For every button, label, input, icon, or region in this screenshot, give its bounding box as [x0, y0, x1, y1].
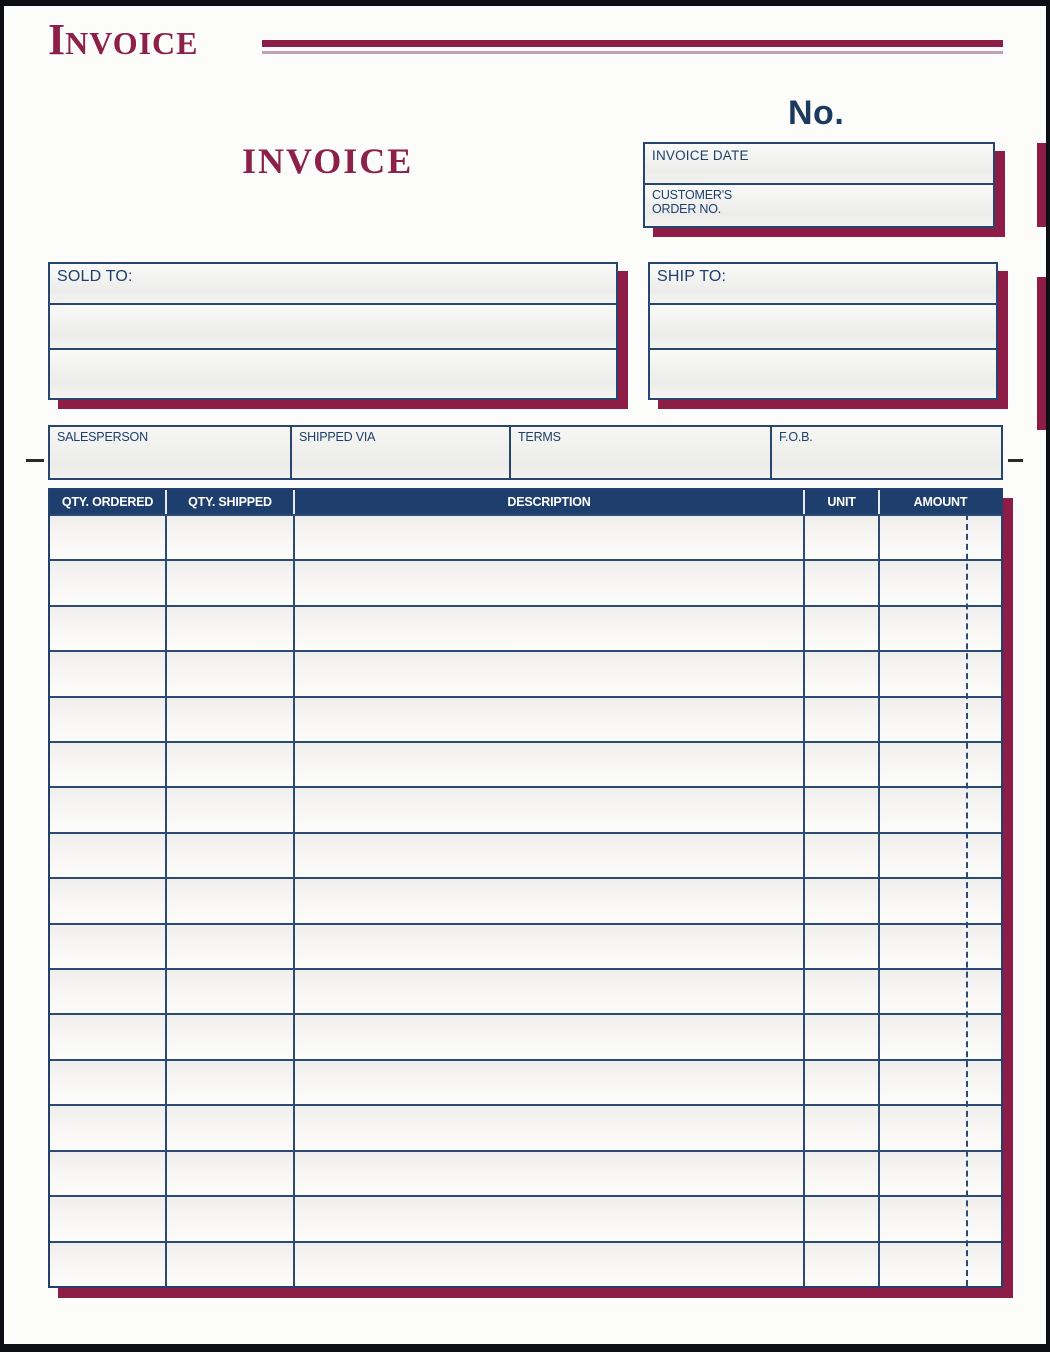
table-cell-qty-shipped[interactable]	[165, 1152, 293, 1195]
table-cell-description[interactable]	[293, 834, 803, 877]
table-cell-description[interactable]	[293, 561, 803, 604]
table-cell-qty-ordered[interactable]	[50, 516, 165, 559]
brand-rule-thick	[262, 40, 1003, 47]
table-cell-unit[interactable]	[803, 1106, 878, 1149]
sold-to-line-2[interactable]	[50, 303, 616, 348]
brand-title-initial: I	[48, 15, 66, 64]
table-row	[50, 696, 1001, 741]
ship-to-line-3[interactable]	[650, 348, 996, 396]
column-header-qty-ordered: QTY. ORDERED	[61, 495, 154, 509]
customer-order-field[interactable]	[645, 183, 993, 226]
table-row	[50, 923, 1001, 968]
table-cell-qty-shipped[interactable]	[165, 743, 293, 786]
invoice-meta-box	[643, 142, 995, 228]
table-cell-qty-shipped[interactable]	[165, 879, 293, 922]
table-cell-unit[interactable]	[803, 970, 878, 1013]
table-cell-unit[interactable]	[803, 788, 878, 831]
table-cell-description[interactable]	[293, 652, 803, 695]
table-cell-qty-shipped[interactable]	[165, 652, 293, 695]
table-cell-qty-ordered[interactable]	[50, 834, 165, 877]
table-cell-amount[interactable]	[878, 925, 1001, 968]
table-cell-description[interactable]	[293, 698, 803, 741]
frame-edge-bottom	[0, 1344, 1050, 1352]
column-header-unit: UNIT	[803, 490, 878, 514]
registration-dash-left	[26, 459, 44, 462]
line-items-table	[48, 488, 1003, 1288]
table-cell-qty-ordered[interactable]	[50, 1152, 165, 1195]
table-row	[50, 1195, 1001, 1240]
table-row	[50, 605, 1001, 650]
table-cell-amount[interactable]	[878, 1243, 1001, 1286]
shipped-via-label: SHIPPED VIA	[299, 430, 376, 444]
table-cell-qty-ordered[interactable]	[50, 879, 165, 922]
table-cell-amount[interactable]	[878, 652, 1001, 695]
table-cell-qty-shipped[interactable]	[165, 561, 293, 604]
table-row	[50, 1150, 1001, 1195]
column-header-amount: AMOUNT	[878, 490, 1001, 514]
table-cell-unit[interactable]	[803, 743, 878, 786]
frame-edge-top	[0, 0, 1050, 6]
table-cell-amount[interactable]	[878, 1152, 1001, 1195]
table-cell-unit[interactable]	[803, 879, 878, 922]
table-cell-amount[interactable]	[878, 1106, 1001, 1149]
table-row	[50, 1059, 1001, 1104]
salesperson-field[interactable]	[50, 427, 290, 478]
table-cell-unit[interactable]	[803, 1152, 878, 1195]
column-header-description: DESCRIPTION	[293, 490, 803, 514]
table-cell-amount[interactable]	[878, 1197, 1001, 1240]
table-cell-description[interactable]	[293, 1015, 803, 1058]
table-cell-description[interactable]	[293, 1243, 803, 1286]
table-cell-amount[interactable]	[878, 561, 1001, 604]
table-row	[50, 514, 1001, 559]
table-row	[50, 1104, 1001, 1149]
table-row	[50, 650, 1001, 695]
table-row	[50, 559, 1001, 604]
amount-cents-dotted-rule	[966, 514, 968, 1286]
table-cell-qty-ordered[interactable]	[50, 1015, 165, 1058]
ship-to-label: SHIP TO:	[657, 268, 727, 285]
sold-to-line-3[interactable]	[50, 348, 616, 396]
table-cell-description[interactable]	[293, 607, 803, 650]
table-cell-description[interactable]	[293, 516, 803, 559]
invoice-number-label: No.	[788, 94, 845, 132]
table-cell-qty-ordered[interactable]	[50, 652, 165, 695]
table-cell-qty-ordered[interactable]	[50, 1197, 165, 1240]
table-cell-qty-shipped[interactable]	[165, 970, 293, 1013]
table-cell-qty-shipped[interactable]	[165, 1061, 293, 1104]
table-cell-amount[interactable]	[878, 743, 1001, 786]
table-cell-description[interactable]	[293, 1106, 803, 1149]
invoice-date-field[interactable]	[645, 144, 993, 183]
table-cell-amount[interactable]	[878, 879, 1001, 922]
frame-edge-left	[0, 0, 4, 1352]
table-cell-qty-ordered[interactable]	[50, 1106, 165, 1149]
table-cell-qty-ordered[interactable]	[50, 607, 165, 650]
brand-rule-thin	[262, 51, 1003, 54]
table-row	[50, 1013, 1001, 1058]
table-cell-amount[interactable]	[878, 970, 1001, 1013]
ship-to-box	[648, 262, 998, 400]
terms-field[interactable]	[509, 427, 770, 478]
table-cell-qty-shipped[interactable]	[165, 1106, 293, 1149]
table-cell-qty-shipped[interactable]	[165, 1197, 293, 1240]
table-row	[50, 741, 1001, 786]
table-cell-description[interactable]	[293, 879, 803, 922]
invoice-date-label: INVOICE DATE	[652, 148, 749, 163]
frame-edge-right	[1046, 0, 1050, 1352]
salesperson-label: SALESPERSON	[57, 430, 148, 444]
table-cell-unit[interactable]	[803, 1061, 878, 1104]
brand-title	[48, 15, 199, 64]
shipping-fields-strip	[48, 425, 1003, 480]
table-cell-amount[interactable]	[878, 1061, 1001, 1104]
table-row	[50, 832, 1001, 877]
shipped-via-field[interactable]	[290, 427, 509, 478]
table-cell-unit[interactable]	[803, 1015, 878, 1058]
sold-to-label: SOLD TO:	[57, 268, 133, 285]
page-edge-shadow-bottom	[1037, 277, 1046, 430]
table-cell-amount[interactable]	[878, 788, 1001, 831]
table-header	[50, 490, 1001, 514]
table-cell-description[interactable]	[293, 743, 803, 786]
table-row	[50, 786, 1001, 831]
table-cell-unit[interactable]	[803, 516, 878, 559]
table-cell-description[interactable]	[293, 1197, 803, 1240]
customer-order-label: CUSTOMER'S ORDER NO.	[652, 188, 733, 216]
table-cell-unit[interactable]	[803, 1197, 878, 1240]
table-cell-qty-ordered[interactable]	[50, 970, 165, 1013]
column-header-qty-shipped: QTY. SHIPPED	[165, 490, 293, 514]
table-cell-qty-shipped[interactable]	[165, 925, 293, 968]
table-row	[50, 877, 1001, 922]
table-cell-qty-ordered[interactable]	[50, 1243, 165, 1286]
table-cell-description[interactable]	[293, 788, 803, 831]
table-cell-qty-ordered[interactable]	[50, 743, 165, 786]
table-cell-qty-ordered[interactable]	[50, 1061, 165, 1104]
table-cell-unit[interactable]	[803, 834, 878, 877]
registration-dash-right	[1008, 459, 1023, 462]
table-cell-description[interactable]	[293, 925, 803, 968]
ship-to-line-1[interactable]	[650, 264, 996, 303]
table-cell-qty-shipped[interactable]	[165, 788, 293, 831]
table-cell-amount[interactable]	[878, 607, 1001, 650]
table-row	[50, 968, 1001, 1013]
table-cell-qty-ordered[interactable]	[50, 788, 165, 831]
table-cell-qty-shipped[interactable]	[165, 1243, 293, 1286]
table-cell-unit[interactable]	[803, 561, 878, 604]
table-cell-unit[interactable]	[803, 698, 878, 741]
fob-label: F.O.B.	[779, 430, 813, 444]
sold-to-line-1[interactable]	[50, 264, 616, 303]
brand-title-rest: NVOICE	[65, 25, 199, 61]
table-cell-description[interactable]	[293, 1152, 803, 1195]
table-cell-qty-ordered[interactable]	[50, 925, 165, 968]
table-cell-description[interactable]	[293, 1061, 803, 1104]
table-cell-qty-ordered[interactable]	[50, 561, 165, 604]
table-cell-qty-ordered[interactable]	[50, 698, 165, 741]
page-title: INVOICE	[242, 141, 414, 181]
table-cell-qty-shipped[interactable]	[165, 698, 293, 741]
table-cell-description[interactable]	[293, 970, 803, 1013]
table-cell-amount[interactable]	[878, 516, 1001, 559]
table-cell-unit[interactable]	[803, 925, 878, 968]
line-items-body	[50, 514, 1001, 1286]
table-cell-qty-shipped[interactable]	[165, 834, 293, 877]
table-cell-amount[interactable]	[878, 1015, 1001, 1058]
table-row	[50, 1241, 1001, 1286]
ship-to-line-2[interactable]	[650, 303, 996, 348]
terms-label: TERMS	[518, 430, 561, 444]
table-cell-unit[interactable]	[803, 607, 878, 650]
fob-field[interactable]	[770, 427, 1001, 478]
table-cell-unit[interactable]	[803, 1243, 878, 1286]
table-cell-qty-shipped[interactable]	[165, 1015, 293, 1058]
page-edge-shadow-top	[1037, 143, 1046, 227]
sold-to-box	[48, 262, 618, 400]
table-cell-amount[interactable]	[878, 698, 1001, 741]
table-cell-qty-shipped[interactable]	[165, 516, 293, 559]
table-cell-amount[interactable]	[878, 834, 1001, 877]
table-cell-unit[interactable]	[803, 652, 878, 695]
table-cell-qty-shipped[interactable]	[165, 607, 293, 650]
